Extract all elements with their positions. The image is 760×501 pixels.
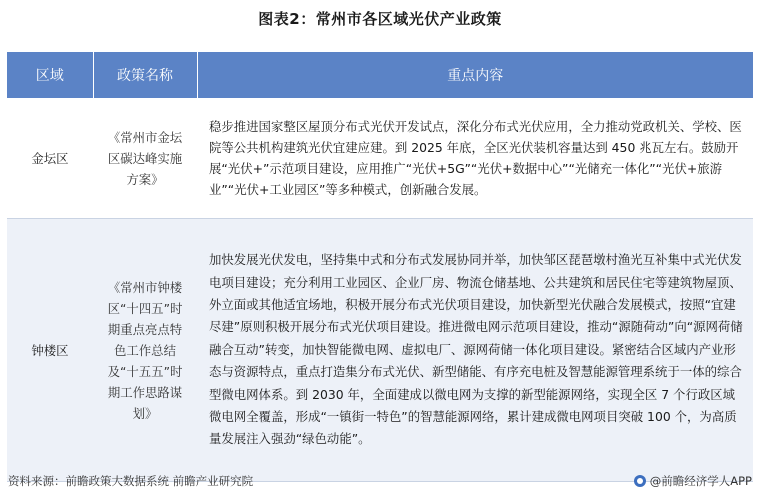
brand-label: @前瞻经济学人APP: [649, 474, 752, 488]
table-header-row: [7, 52, 753, 98]
table-row: [7, 219, 753, 482]
brand-attribution: [634, 473, 752, 489]
region-cell: 金坛区: [7, 98, 93, 219]
qianzhan-logo-icon: [634, 475, 646, 487]
footer: [8, 473, 752, 493]
table-row: [7, 98, 753, 219]
page-title: 图表2：常州市各区域光伏产业政策: [258, 10, 502, 28]
policy-name-cell: 《常州市钟楼区“十四五”时期重点亮点特色工作总结及“十五五”时期工作思路谋划》: [93, 219, 197, 482]
key-content-cell: 加快发展光伏发电，坚持集中式和分布式发展协同并举，加快邹区琵琶墩村渔光互补集中式光伏发电项目建设；充分利用工业园区、企业厂房、物流仓储基地、公共建筑和居民住宅等建筑物屋顶、外立面或其他适宜场地，积极开展分布式光伏项目建设，加快新型光伏融合发展模式，按照“宜建尽建”原则积极开展分布式光伏项目建设。推进微电网示范项目建设，推动“源随荷动”向“源网荷储融合互动”转变，加快智能微电网、虚拟电厂、源网荷储一体化项目建设。紧密结合区域内产业形态与资源特点，重点打造集分布式光伏、新型储能、有序充电桩及智慧能源管理系统于一体的综合型微电网体系。到 2030 年，全面建成以微电网为支撑的新型能源网络，实现全区 7 个行政区域微电网全覆盖，形成“一镇街一特色”的智慧能源网络，累计建成微电网项目突破 100 个，为高质量发展注入强劲“绿色动能”。: [197, 219, 753, 482]
key-content-cell: 稳步推进国家整区屋顶分布式光伏开发试点，深化分布式光伏应用，全力推动党政机关、学校、医院等公共机构建筑光伏宜建应建。到 2025 年底，全区光伏装机容量达到 450 兆瓦左右。鼓励开展“光伏+”示范项目建设，应用推广“光伏+5G”“光伏+数据中心”“光储充一体化”“光伏+旅游业”“光伏+工业园区”等多种模式，创新融合发展。: [197, 98, 753, 219]
policy-table: [7, 52, 753, 482]
source-note: 资料来源：前瞻政策大数据系统 前瞻产业研究院: [8, 474, 254, 488]
header-region: 区域: [7, 52, 93, 98]
policy-name-cell: 《常州市金坛区碳达峰实施方案》: [93, 98, 197, 219]
header-key-content: 重点内容: [197, 52, 753, 98]
header-policy-name: 政策名称: [93, 52, 197, 98]
region-cell: 钟楼区: [7, 219, 93, 482]
